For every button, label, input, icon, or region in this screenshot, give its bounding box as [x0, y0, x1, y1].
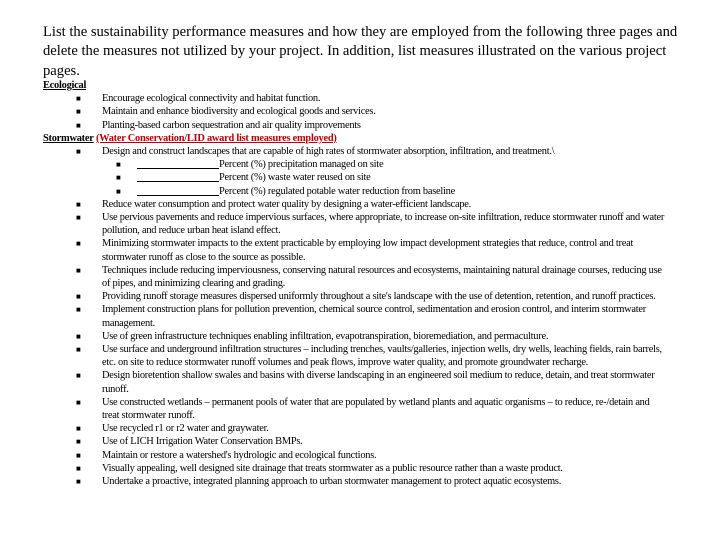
list-item-text: Reduce water consumption and protect water quality by designing a water-efficient landscape.: [102, 198, 471, 210]
list-item: [43, 369, 667, 395]
list-item-text: Use constructed wetlands – permanent pools of water that are populated by wetland plants and aquatic organisms – to reduce, re-/detain and treat stormwater runoff.: [102, 396, 650, 422]
instructions-title: List the sustainability performance measures and how they are employed from the following three pages and delete the measures not utilized by your project. In addition, list measures illustrated on the various project pages.: [43, 24, 678, 79]
stormwater-heading-row: [43, 132, 683, 145]
blank-input-line[interactable]: [137, 185, 219, 196]
bullet-icon: ■: [76, 371, 81, 381]
list-item-text: Percent (%) waste water reused on site: [219, 172, 371, 184]
list-item-text: Techniques include reducing imperviousness, conserving natural resources and ecosystems, maintaining natural drainage courses, reducing use of pipes, and minimizing clearing and grading.: [102, 264, 662, 290]
list-item: [43, 343, 667, 369]
list-item: [43, 145, 667, 158]
stormwater-heading: Stormwater: [43, 132, 94, 144]
list-item-text: Use surface and underground infiltration structures – including trenches, vaults/galleries, injection wells, dry wells, leaching fields, rain barrels, etc. on site to reduce stormwater runoff volumes and peak flows, improve water quality, and promote groundwater recharge.: [102, 344, 662, 369]
list-item-text: Percent (%) precipitation managed on site: [219, 159, 384, 171]
bullet-icon: ■: [76, 463, 81, 473]
list-item-text: Visually appealing, well designed site drainage that treats stormwater as a public resource rather than a waste product.: [102, 462, 563, 474]
bullet-icon: ■: [76, 477, 81, 487]
ecological-heading: Ecological: [43, 80, 87, 91]
sub-list-item: [43, 185, 669, 198]
stormwater-list: [43, 145, 683, 488]
list-item: [43, 449, 667, 462]
list-item-text: Planting-based carbon sequestration and air quality improvements: [102, 119, 361, 131]
list-item: [43, 303, 667, 329]
list-item-text: Maintain or restore a watershed's hydrologic and ecological functions.: [102, 449, 377, 461]
list-item: [43, 198, 667, 211]
bullet-icon: ■: [76, 437, 81, 447]
bullet-icon: ■: [76, 265, 81, 275]
bullet-icon: ■: [116, 173, 121, 183]
list-item-text: Providing runoff storage measures dispersed uniformly throughout a site's landscape with the use of detention, retention, and runoff practices.: [102, 291, 656, 303]
list-item: [43, 330, 667, 343]
list-item-text: Undertake a proactive, integrated planning approach to urban stormwater management to protect aquatic ecosystems.: [102, 476, 562, 488]
bullet-icon: ■: [116, 160, 121, 170]
bullet-icon: ■: [76, 94, 81, 104]
stormwater-note: (Water Conservation/LID award list measures employed): [95, 132, 337, 144]
blank-input-line[interactable]: [137, 158, 219, 169]
sub-list-item: [43, 171, 669, 184]
bullet-icon: ■: [76, 331, 81, 341]
bullet-icon: ■: [76, 345, 81, 355]
bullet-icon: ■: [76, 450, 81, 460]
list-item: [43, 422, 667, 435]
list-item-text: Encourage ecological connectivity and habitat function.: [102, 93, 321, 105]
bullet-icon: ■: [76, 292, 81, 302]
list-item: [43, 92, 667, 105]
list-item-text: Design and construct landscapes that are capable of high rates of stormwater absorption, infiltration, and treatment.\: [102, 146, 555, 158]
bullet-icon: ■: [76, 397, 81, 407]
bullet-icon: ■: [76, 120, 81, 130]
list-item-text: Minimizing stormwater impacts to the extent practicable by employing low impact development strategies that reduce, control and treat stormwater runoff as close to the source as possible.: [102, 238, 634, 263]
list-item-text: Use of LICH Irrigation Water Conservation BMPs.: [102, 436, 303, 448]
bullet-icon: ■: [76, 305, 81, 315]
list-item: [43, 264, 667, 290]
bullet-icon: ■: [76, 147, 81, 157]
bullet-icon: ■: [76, 239, 81, 249]
list-item: [43, 396, 667, 422]
list-item: [43, 211, 667, 237]
bullet-icon: ■: [76, 107, 81, 117]
bullet-icon: ■: [76, 213, 81, 223]
list-item: [43, 290, 667, 303]
list-item: [43, 462, 667, 475]
list-item-text: Percent (%) regulated potable water reduction from baseline: [219, 185, 455, 197]
list-item: [43, 119, 667, 132]
blank-input-line[interactable]: [137, 171, 219, 182]
bullet-icon: ■: [76, 424, 81, 434]
list-item: [43, 105, 667, 118]
list-item-text: Use pervious pavements and reduce impervious surfaces, where appropriate, to increase on-site infiltration, reduce stormwater runoff and water pollution, and reduce urban heat island effect.: [102, 212, 665, 237]
sub-list-item: [43, 158, 669, 171]
ecological-list: [43, 92, 683, 132]
list-item-text: Design bioretention shallow swales and basins with diverse landscaping in an engineered soil medium to reduce, detain, and treat stormwater runoff.: [102, 370, 655, 395]
list-item-text: Use recycled r1 or r2 water and graywater.: [102, 423, 269, 435]
bullet-icon: ■: [116, 186, 121, 196]
list-item: [43, 435, 667, 448]
list-item-text: Maintain and enhance biodiversity and ecological goods and services.: [102, 106, 376, 118]
list-item-text: Implement construction plans for pollution prevention, chemical source control, sedimentation and erosion control, and interim stormwater management.: [102, 304, 647, 329]
measures-content: [43, 79, 683, 488]
list-item: [43, 475, 667, 488]
list-item-text: Use of green infrastructure techniques enabling infiltration, evapotranspiration, bioremediation, and permaculture.: [102, 330, 549, 342]
list-item: [43, 237, 667, 263]
bullet-icon: ■: [76, 199, 81, 209]
